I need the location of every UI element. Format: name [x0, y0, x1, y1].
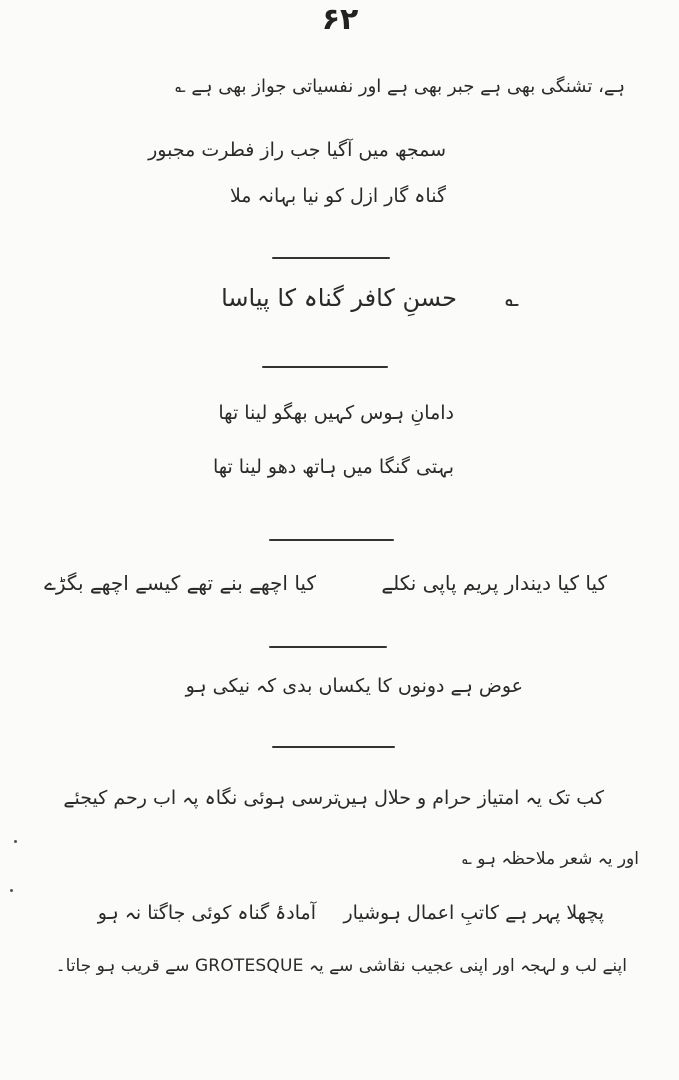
- intro-line: ہے، تشنگی بھی ہے جبر بھی ہے اور نفسیاتی جواز بھی ہے ؎: [175, 76, 625, 97]
- couplet6-line-left: کب تک یہ امتیاز حرام و حلال ہیں: [336, 787, 604, 809]
- speck: [14, 840, 17, 843]
- intro2-line: اور یہ شعر ملاحظہ ہو ؎: [461, 849, 639, 869]
- couplet3-line-b: بہتی گنگا میں ہاتھ دھو لینا تھا: [212, 456, 454, 478]
- divider-1: [272, 257, 390, 259]
- divider-5: [272, 746, 395, 748]
- couplet7-line-left: آمادۂ گناہ کوئی جاگتا نہ ہو: [97, 902, 316, 924]
- couplet6-line-right: ترسی ہوئی نگاہ پہ اب رحم کیجئے: [63, 787, 339, 809]
- couplet7-line-right: پچھلا پہر ہے کاتبِ اعمال ہوشیار: [343, 902, 604, 924]
- couplet1-line-a: سمجھ میں آگیا جب راز فطرت مجبور: [148, 139, 446, 161]
- divider-4: [269, 646, 387, 648]
- verse5-line: عوض ہے دونوں کا یکساں بدی کہ نیکی ہو: [185, 675, 523, 697]
- verse2-line: حسنِ کافر گناہ کا پیاسا: [221, 284, 457, 312]
- couplet3-line-a: دامانِ ہوس کہیں بھگو لینا تھا: [218, 402, 454, 424]
- couplet1-line-b: گناہ گار ازل کو نیا بہانہ ملا: [229, 185, 446, 207]
- speck: [10, 889, 13, 892]
- closing-line: اپنے لب و لہجہ اور اپنی عجیب نقاشی سے یہ GROTESQUE سے قریب ہو جاتا۔: [55, 956, 627, 976]
- divider-3: [269, 539, 394, 541]
- verse2-mark: ؎: [504, 284, 519, 312]
- page-number: ۶۲: [321, 2, 359, 37]
- divider-2: [262, 366, 388, 368]
- couplet4-line-right: کیا کیا دیندار پریم پاپی نکلے: [381, 571, 607, 595]
- couplet4-line-left: کیا اچھے بنے تھے کیسے اچھے بگڑے: [44, 571, 316, 595]
